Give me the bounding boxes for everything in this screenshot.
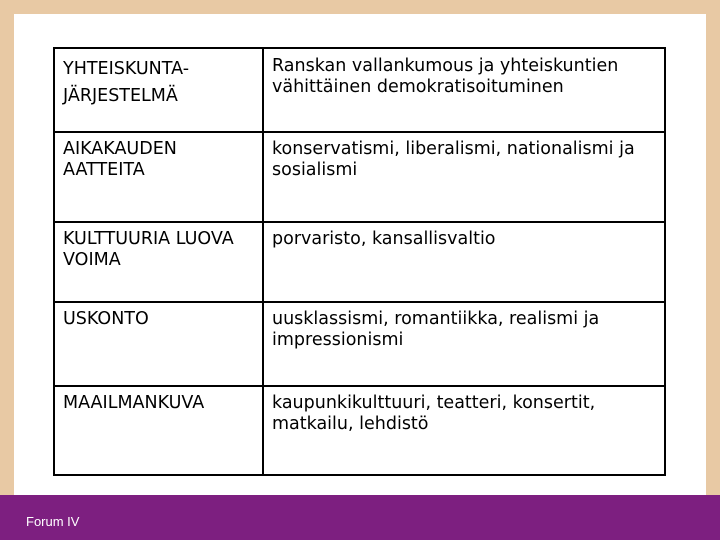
row-label: MAAILMANKUVA <box>54 386 263 475</box>
row-value: uusklassismi, romantiikka, realismi ja impressionismi <box>263 302 665 386</box>
row-label: AIKAKAUDEN AATTEITA <box>54 132 263 222</box>
concept-table <box>53 47 666 476</box>
row-label: KULTTUURIA LUOVA VOIMA <box>54 222 263 302</box>
row-value: Ranskan vallankumous ja yhteiskuntien vähittäinen demokratisoituminen <box>272 56 619 97</box>
row-label: USKONTO <box>54 302 263 386</box>
table-row <box>54 132 665 222</box>
table-row <box>54 222 665 302</box>
table-row <box>54 48 665 132</box>
table-row <box>54 386 665 475</box>
row-label: YHTEISKUNTA-JÄRJESTELMÄ <box>54 48 263 132</box>
table-row <box>54 302 665 386</box>
row-value: konservatismi, liberalismi, nationalismi ja sosialismi <box>263 132 665 222</box>
row-value: kaupunkikulttuuri, teatteri, konsertit, matkailu, lehdistö <box>263 386 665 475</box>
row-value: porvaristo, kansallisvaltio <box>263 222 665 302</box>
footer-text: Forum IV <box>26 514 80 529</box>
footer-bar <box>0 495 720 540</box>
